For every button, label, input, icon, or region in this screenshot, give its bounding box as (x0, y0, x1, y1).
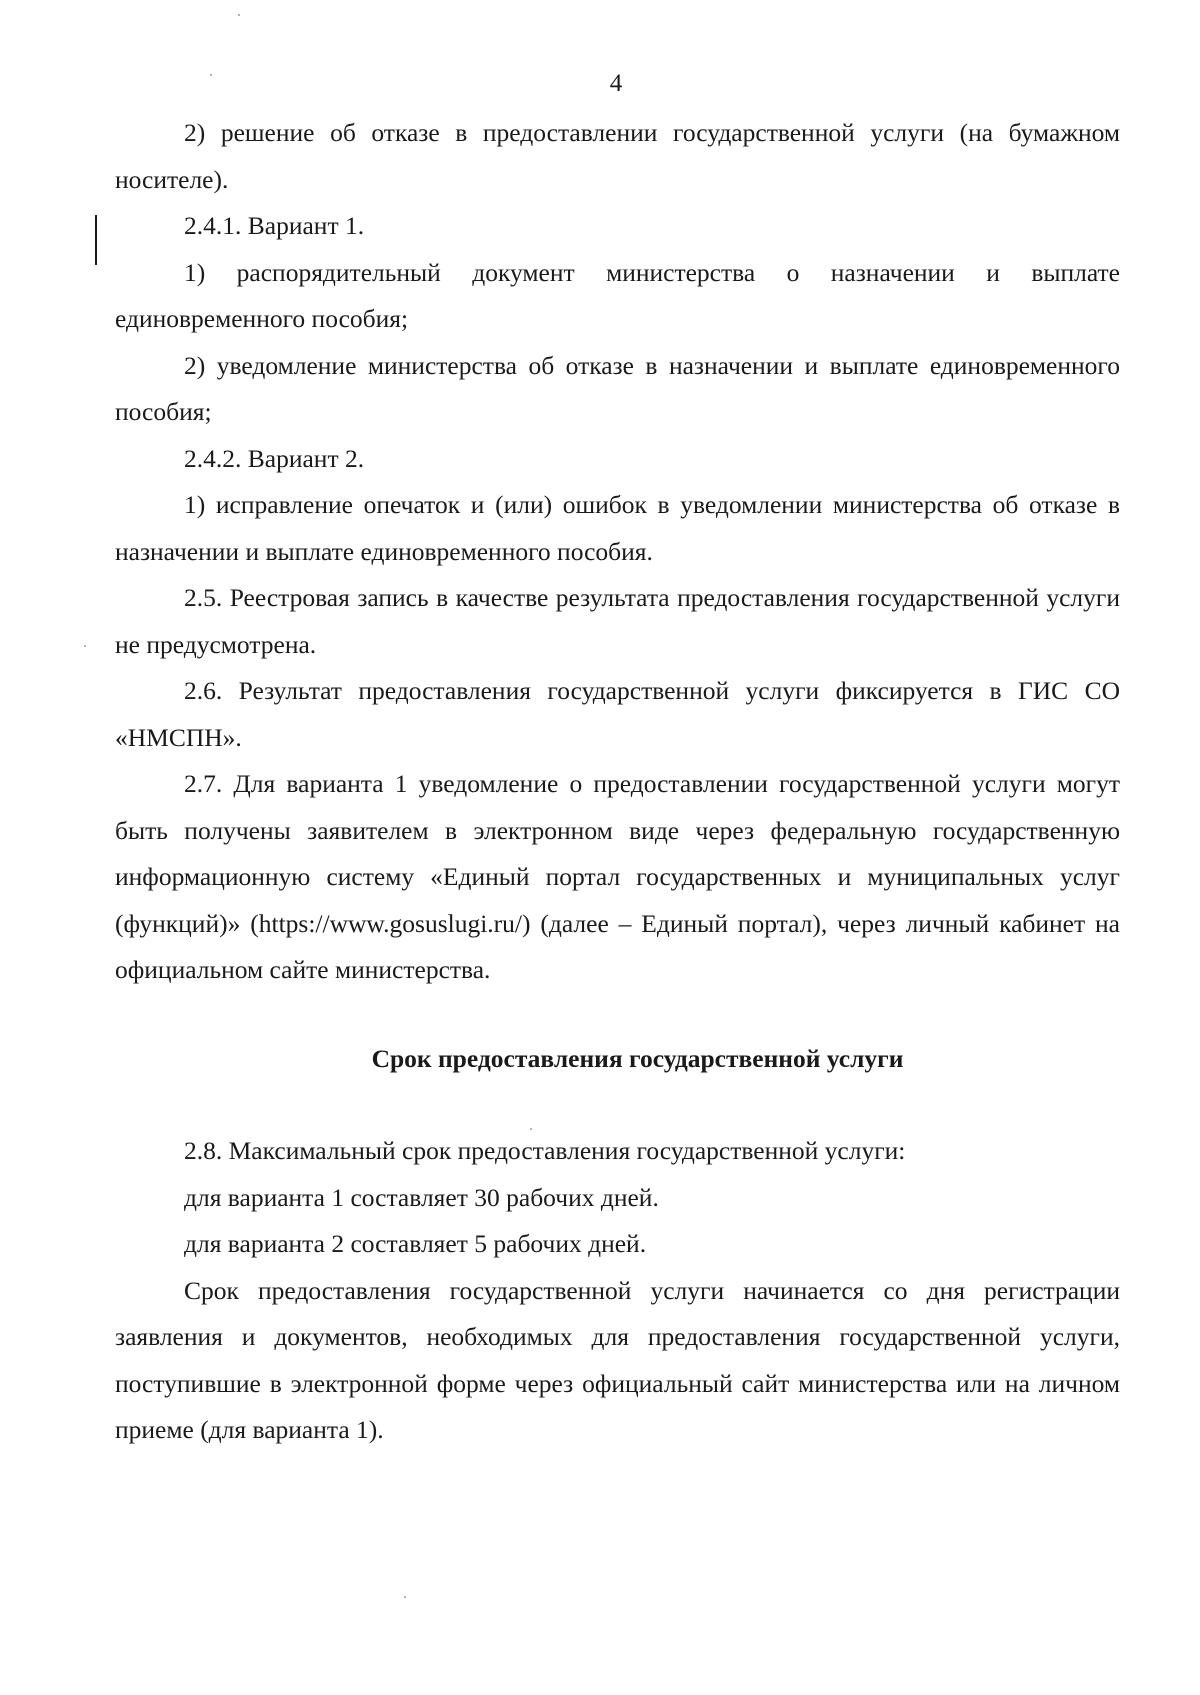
section-heading: Срок предоставления государственной услуги (371, 1043, 904, 1073)
paragraph: 2) решение об отказе в предоставлении государственной услуги (на бумажном носителе). (115, 118, 1120, 194)
scan-speck (84, 645, 86, 647)
paragraph: для варианта 2 составляет 5 рабочих дней. (184, 1229, 647, 1258)
paragraph: Срок предоставления государственной услуги начинается со дня регистрации заявления и документов, необходимых для предоставления государственной услуги, поступившие в электронной форме через официальный сайт министерства или на личном приеме (для варианта 1). (115, 1275, 1120, 1444)
paragraph: 2) уведомление министерства об отказе в назначении и выплате единовременного пособия; (115, 350, 1120, 426)
page-number: 4 (609, 70, 623, 97)
paragraph: 1) распорядительный документ министерства о назначении и выплате единовременного пособия; (115, 257, 1120, 333)
scan-speck (238, 14, 240, 16)
paragraph: 2.8. Максимальный срок предоставления государственной услуги: (184, 1136, 906, 1165)
paragraph: 2.5. Реестровая запись в качестве результата предоставления государственной услуги не предусмотрена. (115, 583, 1120, 659)
paragraph: 2.6. Результат предоставления государственной услуги фиксируется в ГИС СО «НМСПН». (115, 676, 1120, 752)
paragraph: 2.7. Для варианта 1 уведомление о предоставлении государственной услуги могут быть получены заявителем в электронном виде через федеральную государственную информационную систему «Единый портал государственных и муниципальных услуг (функций)» (https://www.gosuslugi.ru/) (далее – Единый портал), через личный кабинет на официальном сайте министерства. (115, 769, 1120, 984)
document-body (115, 110, 1120, 1454)
scan-speck (404, 1596, 406, 1598)
paragraph: 1) исправление опечаток и (или) ошибок в уведомлении министерства об отказе в назначении и выплате единовременного пособия. (115, 490, 1120, 566)
margin-mark (95, 215, 97, 265)
paragraph: 2.4.2. Вариант 2. (184, 443, 365, 473)
paragraph: 2.4.1. Вариант 1. (184, 211, 365, 240)
scan-speck (210, 74, 212, 76)
paragraph: для варианта 1 составляет 30 рабочих дней. (184, 1182, 659, 1212)
